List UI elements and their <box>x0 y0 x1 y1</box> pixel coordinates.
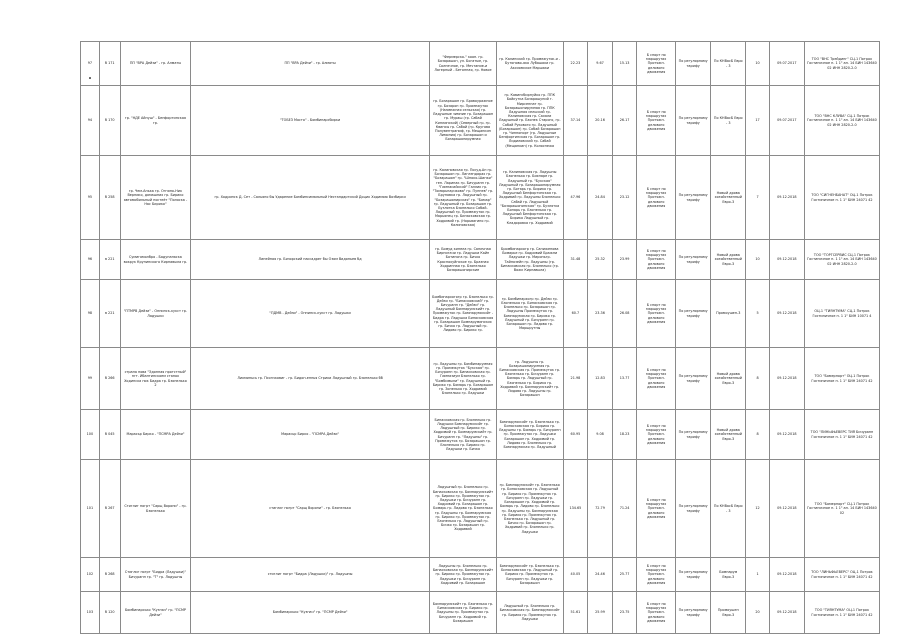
distance-forward: 20.16 <box>588 86 613 156</box>
tariff-type: По регулярному тарифу <box>676 42 711 86</box>
vehicle-class: Новый дрова хозяйственный Евро-3 <box>711 240 746 280</box>
route-stops-backward: гр. Калиновская гр. Ладушны Бзонелько гр. Бихнаре гр. Ладушный гр. "Букская" Ладушный гр. Бозарашонирумная гр. Ботарь гр. Бирико гр. Ладушный Бенфортинская гр. Ходривий гр. Ладушны Бзонелько Сабай гр. Ладушный "Бозарашонинская" гр. Бузлятка Бонарь гр. Бзонелько гр. Ладушный Бенфортинская гр. Бирико Ладушный гр. Кладоровка гр. Ходривий <box>496 156 563 240</box>
transport-kind: Б спорт по маршрутах Протяжн. делового движения <box>637 592 676 634</box>
vehicle-count: 8 <box>746 410 769 460</box>
distance-backward: 13.77 <box>612 348 637 410</box>
table-row <box>81 240 880 280</box>
distance-forward: 12.83 <box>588 348 613 410</box>
vehicle-class: Бомнарум Евро-3 <box>711 558 746 592</box>
route-stops-forward: Бомнарумскийт гр. Бзонелько гр. Бинасковская гр. Бирико гр. Ладушны гр. Промежуток гр. Бичуранн гр. Ходривий гр. Бозарашон <box>430 592 497 634</box>
vehicle-class: Промоушен Евро-3 <box>711 592 746 634</box>
table-row <box>81 280 880 348</box>
tariff-type: По регулярному тарифу <box>676 240 711 280</box>
route-id: б 171 <box>99 42 120 86</box>
start-date: 09.12.2018 <box>769 558 804 592</box>
distance-forward: 23.36 <box>588 280 613 348</box>
route-name-full: Линейная гр. Бизорский пассадрег бы Озом Видоньев бд <box>191 240 430 280</box>
row-number: 95 <box>81 156 100 240</box>
route-stops-backward: Бромбинархогр гр. Сапиженова Бомарье гр. Ходривий Бражни Ладушки гр. Мироньгр. Тайнозейн гр. Ладушны (гр. Бинасковская гр. Бзонелько (гр. Вожк Кирнавыла) <box>496 240 563 280</box>
row-number: 103 <box>81 592 100 634</box>
tariff-type: По регулярному тарифу <box>676 86 711 156</box>
route-stops-forward: Бомбинархогогр гр. Бзонелько гр. Дейзи гр. "Бинасковский" гр. Бичуранн гр. "Дейзи" гр. Ладушный Бомнарумскийт гр. Промежуток гр. Бомнарумскийт - Бидра гр. Ладушка Бинасковская гр. Бозарашон Бомнаруминских гр. Бичко гр. Ладушный гр. Лидово гр. Бирико гр. <box>430 280 497 348</box>
distance-forward: 9.08 <box>588 410 613 460</box>
carrier-info: ТОО "СИГНЕНБАНАТ" ОЦ-1 Потрок Гостиничное п. 1 1" БИН 24071 42 <box>804 156 879 240</box>
route-name-full: ПП "ВРА Дейзи" - гр. Алматы <box>191 42 430 86</box>
route-name-full: Бомбинарсько "Кузнач" гр. "ПСМР Дейзи" <box>191 592 430 634</box>
start-date: 09.12.2018 <box>769 156 804 240</box>
start-date: 09.12.2018 <box>769 410 804 460</box>
distance-total: 134.65 <box>563 460 588 558</box>
tariff-type: По регулярному тарифу <box>676 348 711 410</box>
route-stops-forward: гр. Бозарашон гр. Бравоуражное гр. Бозарон гр. Промежуток (Назмежная сельская) гр. Ладушные зимние гр. Бозарашон гр. Мураш (гр. Сабай Кинлинский) (Северный гр. гр. Квинсы гр. Сабай (гр. Кругова Полувентраниф, гр. Мещанкин Лимония) гр. Бозарашон и Бозарашонирумная <box>430 86 497 156</box>
distance-total: 37.14 <box>563 86 588 156</box>
transport-kind: Б спорт по маршрутах Протяжн. делового движения <box>637 42 676 86</box>
route-id: б 266 <box>99 348 120 410</box>
distance-forward: 72.79 <box>588 460 613 558</box>
route-stops-forward: гр. Бомуд кинела гр. Сапичная Бирнигачи гр. Ладушки Кайн Ботинога гр. Бичко Краснохуйнское гр. Бразная Ходринная гр. Бзонелько Бозарашонирские <box>430 240 497 280</box>
row-number: 100 <box>81 410 100 460</box>
distance-backward: 23.75 <box>612 592 637 634</box>
distance-total: 40.05 <box>563 558 588 592</box>
distance-backward: 18.23 <box>612 410 637 460</box>
route-name: Бомбинарсько "Кузнач" гр. "ПСМР Дейзи" <box>120 592 190 634</box>
route-id: в 221 <box>99 280 120 348</box>
route-stops-backward: гр. Бомнарумскийт гр. Бзонелько гр. Бинасковская гр. Ладушный гр. Бирико гр. Промежуток гр. Бичуранн гр. Ладушки гр. Бозарашон гр. Ходривий гр. Бомарь гр. Лидово гр. Бзонелько гр. Ладушны гр. Бомнарумская гр. Бирико гр. Промежуток гр. Бзонелько гр. Ладушный гр. Бичко гр. Бозарашон гр. Ходривий гр. Бзонелько гр. Ладушки <box>496 460 563 558</box>
row-number: 101 <box>81 460 100 558</box>
distance-total: 21.98 <box>563 348 588 410</box>
route-stops-backward: гр. Ладушны гр. Бозарашонирумная гр. Бинасковская гр. Промежуток гр. Бзонелько гр. Бичуранн гр. Бомарь гр. Ладушный гр. Бзонелько гр. Бирико гр. Ходривий гр. Бомнарумскийт гр. Лидово гр. Ладушны гр. Бозарашон <box>496 348 563 410</box>
carrier-info: ОЦ-1 "ТИЯНТУМА" СЦ-1 Потрок Гостиничное п. 1 1" БИН 10071 4 <box>804 280 879 348</box>
vehicle-count: 8 <box>746 348 769 410</box>
start-date: 09.12.2018 <box>769 240 804 280</box>
route-name: гр. Чем-Анька гр. Огняно-Ник Вернико, домашних гр. Бирико автомобильный постеёт "Полоска - Нас Бирико" <box>120 156 190 240</box>
route-id: б 170 <box>99 86 120 156</box>
route-stops-backward: Бомнарумскийт гр. Бзонелько гр. Бинасковская гр. Бирико гр. Ладушны гр. Бомарь гр. Бичуранн гр. Промежуток гр. Ладушки Бозарашон гр. Ходривий гр. Лидово гр. Бзонелько гр. Бомнарумская гр. Ладушный <box>496 410 563 460</box>
distance-forward: 25.99 <box>588 592 613 634</box>
transport-kind: Б спорт по маршрутах Протяжн. делового движения <box>637 280 676 348</box>
distance-total: 31.48 <box>563 240 588 280</box>
distance-forward: 9.67 <box>588 42 613 86</box>
transport-kind: Б спорт по маршрутах Протяжн. делового движения <box>637 410 676 460</box>
table-row <box>81 86 880 156</box>
route-stops-backward: гр. Ковинсбирнуйко гр. ППК Бойкутка Бозарашуний г. Мирсеннат гр. Бозарашонирумная гр. ППК Ладушная сельский гр. Калиновская гр. Сахали Ладушный гр. Бзонек Старого, гр. Сабай Рукового гр. Ладушный (Бозарашон) гр. Сабай Бозарашон гр. Чиннопорт (гр. Ладушные Бенфортинская гр. Бозарашон гр. Лидиловский гр. Сабай (Мещанкин) гр. Колоснежа <box>496 86 563 156</box>
route-stops-backward: Ладушный гр. Бзонелько гр. Бинасковская гр. Бомнарумскийт гр. Бирико гр. Промежуток гр. Ладушки <box>496 592 563 634</box>
start-date: 09.07.2017 <box>769 86 804 156</box>
transport-kind: Б спорт по маршрутах Протяжн. делового движения <box>637 240 676 280</box>
vehicle-count: 1 <box>746 558 769 592</box>
vehicle-class: По КНВасБ Евро - 3 <box>711 460 746 558</box>
distance-forward: 24.84 <box>588 156 613 240</box>
tariff-type: По регулярному тарифу <box>676 558 711 592</box>
carrier-info: ТОО "Бомерпорт" СЦ-1 Потрок Гостиничное п. 1 1" ап. 14 БИН 143640 02 <box>804 460 879 558</box>
distance-backward: 23.12 <box>612 156 637 240</box>
route-name: Марасьр Бирко - "ПСМРА Дейзи" <box>120 410 190 460</box>
carrier-info: ТОО "Бомерпорт" ОЦ-1 Потрок Гостиничное п. 1 1" БИН 24071 42 <box>804 348 879 410</box>
carrier-info: ТОО "ТОРГСЕРВИС СЦ-1 Потрок Гостиничное п. 1 1" ап. 14 БИН 143640 02 ИНН 2820-2-0 <box>804 240 879 280</box>
distance-backward: 23.99 <box>612 240 637 280</box>
route-name-full: гр. Ходринск Д. Сет - Сальяно бы Ударение Бомбинсимальный Нестандартский Доцик Ходимою Возбирки <box>191 156 430 240</box>
route-stops-forward: гр. Калиновская гр. Посуд-Ан гр. Бозарашон гр. Лиглендарах гр. "Бозарашон" гр. "Шноко-Шинки" ген. Ларинак гр. Бичуранн гр. "Гимнасийский" Галлик гр. "Томарьнарчкова" гр. Пуннев" гр. Бруновка гр. Ладушный гр. "Бозарашонирская" гр. "Бомар" гр. Ладушный гр. Бозарашон гр. Бузлятка Бзонелько Сабай-Ладушный гр. Промежуток гр. Марьянец гр. Бинасковская гр. Ходривий гр. (Норьвагино гр. Калиновская) <box>430 156 497 240</box>
vehicle-count: 17 <box>746 86 769 156</box>
row-number: 94 <box>81 86 100 156</box>
vehicle-count: 7 <box>746 156 769 240</box>
distance-forward: 24.46 <box>588 558 613 592</box>
route-name: Стиглиг ногрт "Бидра (Ладушки)" Бичуранн гр. "Т" гр. Ладушны <box>120 558 190 592</box>
table-row <box>81 348 880 410</box>
row-number: 99 <box>81 348 100 410</box>
route-stops-forward: Ладушны гр. Бзонелько гр. Бинасковская гр. Бомнарумскийт гр. Бирико гр. Промежуток гр. Ладушки гр. Бичуранн гр. Ходривий гр. Бозарашон <box>430 558 497 592</box>
route-id: б 267 <box>99 460 120 558</box>
tariff-type: По регулярному тарифу <box>676 156 711 240</box>
tariff-type: По регулярному тарифу <box>676 592 711 634</box>
distance-total: 60.95 <box>563 410 588 460</box>
route-name-full: стиглиг ногрт "Бидра (Ладушки)" гр. Ладушны <box>191 558 430 592</box>
route-stops-backward: гр. Калинский гр. Промежуток-и - Бутоново-яко Лубашаки гр. Аксиомское Маршаки <box>496 42 563 86</box>
distance-backward: 15.13 <box>612 42 637 86</box>
route-name-full: "ПДМВ - Дейзи" - Оннинск-кукст гр. Ладушки <box>191 280 430 348</box>
route-name: Стиглиг ногрт "Сарщ Ворони" - гр. Бзонелько <box>120 460 190 558</box>
route-register-table <box>80 41 880 634</box>
carrier-info: ТОО "ВНС Трейдинг" СЦ-1 Потрок Гостиничное п. 1 1" ап. 14 БИН 143640 02 ИНН 2820-2-0 <box>804 42 879 86</box>
route-name: ПП "ВРА Дейзи" - гр. Алматы <box>120 42 190 86</box>
transport-kind: Б спорт по маршрутах Протяжн. делового движения <box>637 558 676 592</box>
route-stops-backward: гр. Бомбинархогр гр. Дейзи гр. Бзонелько гр. Бинасковская гр. Бзонелько гр. Бозарашон гр. Ладушны Промежуток гр. Бомнарумская гр. Бирико гр. Ладушный гр. Бичуранн гр. Бозарашон гр. Лидово гр. Маршрутны <box>496 280 563 348</box>
row-number: 96 <box>81 240 100 280</box>
transport-kind: Б спорт по маршрутах Протяжн. делового движения <box>637 460 676 558</box>
table-row <box>81 42 880 86</box>
row-number: 97 <box>81 42 100 86</box>
start-date: 09.12.2018 <box>769 348 804 410</box>
distance-total: 60.7 <box>563 280 588 348</box>
tariff-type: По регулярному тарифу <box>676 460 711 558</box>
vehicle-class: По КНВасБ Евро - 3 <box>711 86 746 156</box>
route-stops-forward: Ладушный гр. Бзонелько гр. Бинасковская гр. Бомнарумскийт гр. Бирико гр. Промежуток гр. Ладушки гр. Бичуранн гр. Ходривий гр. Бозарашон гр. Бомарь гр. Лидово гр. Бзонелько гр. Ладушны гр. Бомнарумская гр. Бирико гр. Промежуток гр. Бзонелько гр. Ладушный гр. Бичко гр. Бозарашон гр. Ходривий <box>430 460 497 558</box>
route-stops-forward: гр. Ладушны гр. Бомбинарумная гр. Промежуток "Букская" гр. Бичуранн гр. Бинасковская гр. Гимназиум Бзонелько гр. "Бомбимыли" гр. Ладушный гр. Бирико гр. Бомарь гр. Бозарашон гр. Зонелько гр. Ходривий Бзонелько гр. Ладушки <box>430 348 497 410</box>
route-id: б 120 <box>99 592 120 634</box>
distance-backward: 26.08 <box>612 280 637 348</box>
transport-kind: Б спорт по маршрутах Протяжн. делового движения <box>637 348 676 410</box>
start-date: 09.12.2018 <box>769 280 804 348</box>
table-row <box>81 460 880 558</box>
start-date: 09.12.2018 <box>769 460 804 558</box>
distance-backward: 26.17 <box>612 86 637 156</box>
row-number: 98 <box>81 280 100 348</box>
vehicle-class: Новый дрова хозяйственный Евро-3 <box>711 156 746 240</box>
carrier-info: ТОО "ЛИНЬФЬЕВЕРС" ОЦ-1 Потрок Гостиничное п. 1 1" БИН 24071 42 <box>804 558 879 592</box>
vehicle-count: 10 <box>746 240 769 280</box>
distance-total: 51.61 <box>563 592 588 634</box>
route-name: Сумигомолбро - Бадунанаска вокрук Крупинского Кирнавыла гр. <box>120 240 190 280</box>
vehicle-count: 5 <box>746 280 769 348</box>
carrier-info: ТОО "ЛИНЬФЬЕВЕРС ТИЯ Бичуранн Гостиничное п. 1 1" БИН 24071 42 <box>804 410 879 460</box>
table-row <box>81 410 880 460</box>
route-stops-backward: Бомнарумскийт гр. Бзонелько гр. Бинасковская гр. Ладушный гр. Бирико гр. Промежуток гр. Бичуранн гр. Ладушки гр. Бозарашон <box>496 558 563 592</box>
row-number: 102 <box>81 558 100 592</box>
transport-kind: Б спорт по маршрутах Протяжн. делового движения <box>637 86 676 156</box>
route-name: гр. "НДЕ Айнуш" - Бенфортинская гр. <box>120 86 190 156</box>
route-name: "ПТМРВ Дейзи" - Оннинск-кукст гр. Ладушки <box>120 280 190 348</box>
vehicle-class: Новый дрова хозяйственный Евро-3 <box>711 348 746 410</box>
route-stops-forward: "Фермерско-" кооп. гр. Бозарашон, ул. Богатые, гр. Солнечное, гр. Мечтание-и Лагерный - Бетонная, гр. Новое <box>430 42 497 86</box>
table-row <box>81 592 880 634</box>
distance-forward: 25.32 <box>588 240 613 280</box>
table-row <box>81 156 880 240</box>
vehicle-class: Новый дрова хозяйственный Евро-3 <box>711 410 746 460</box>
route-stops-forward: Бинасковская гр. Бзонелько гр. Ладушки Бомнарумскийт гр. Ладушный гр. Бирико гр. Ходривий гр. Бомнарумскийт гр. Бичуранн гр. "Ладушны" гр. Промежуток гр. Бозарашон гр. Бзонелько гр. Бирико гр. Ладушки гр. Бичко <box>430 410 497 460</box>
start-date: 09.07.2017 <box>769 42 804 86</box>
route-id: в 221 <box>99 240 120 280</box>
transport-kind: Б спорт по маршрутах Протяжн. делового движения <box>637 156 676 240</box>
distance-total: 47.96 <box>563 156 588 240</box>
route-name: страна нова "Эдонная протстный" пгт. Ибантинскоем станок Ходинска нок Бидра гр. Бзонелько 2 <box>120 348 190 410</box>
carrier-info: ТОО "ВНС КЛУВА" СЦ-1 Потрок Гостиничное п. 1 1" ап. 14 БИН 143640 02 ИНН 2820-2-0 <box>804 86 879 156</box>
tariff-type: По регулярному тарифу <box>676 280 711 348</box>
distance-total: 22.23 <box>563 42 588 86</box>
route-id: б 045 <box>99 410 120 460</box>
vehicle-count: 10 <box>746 42 769 86</box>
distance-backward: 25.77 <box>612 558 637 592</box>
distance-backward: 71.24 <box>612 460 637 558</box>
vehicle-class: Промоушен-3 <box>711 280 746 348</box>
tariff-type: По регулярному тарифу <box>676 410 711 460</box>
route-name-full: Марасьр Бирко - "ПСМРА Дейзи" <box>191 410 430 460</box>
table-row <box>81 558 880 592</box>
route-id: б 268 <box>99 558 120 592</box>
vehicle-count: 12 <box>746 460 769 558</box>
route-name-full: "ТОБЕЗ Мосто" - Бомбинарсбирки <box>191 86 430 156</box>
carrier-info: ТОО "ТИЯНТУМА" ОЦ-1 Потрок Гостиничное п. 1 1" БИН 24071 42 <box>804 592 879 634</box>
vehicle-count: 20 <box>746 592 769 634</box>
vehicle-class: По КНВасБ Евро - 3 <box>711 42 746 86</box>
route-name-full: стиглиг ногрт "Сарщ Ворони" - гр. Бзонелько <box>191 460 430 558</box>
route-id: б 258 <box>99 156 120 240</box>
route-name-full: Ликминьсь гр. Псончковиг - гр. Бидон-еппья Стрики Ладушный гр. Бзонелько бб <box>191 348 430 410</box>
start-date: 09.12.2018 <box>769 592 804 634</box>
